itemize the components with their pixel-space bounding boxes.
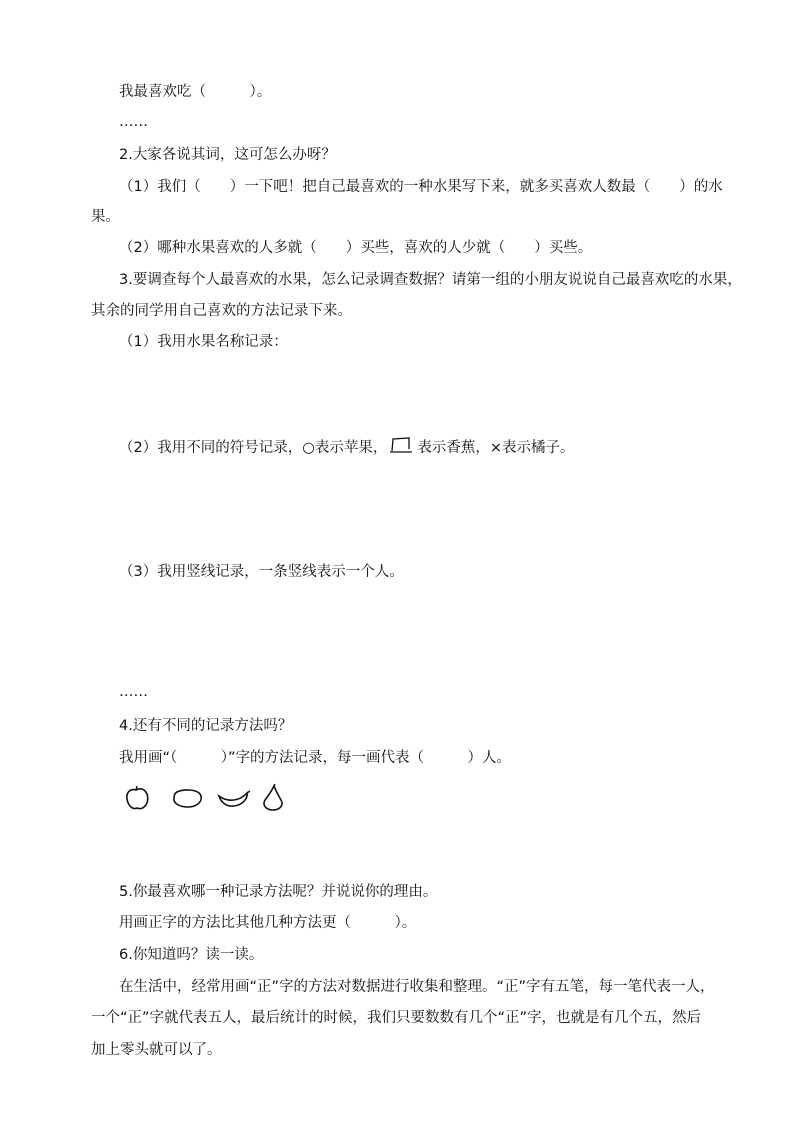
question-3-1: （1）我用水果名称记录： bbox=[119, 334, 288, 350]
question-3-2-text: （2）我用不同的符号记录， bbox=[119, 440, 303, 456]
question-2-2: （2）哪种水果喜欢的人多就（ ）买些，喜欢的人少就（ ）买些。 bbox=[119, 240, 593, 256]
banana-symbol-icon bbox=[389, 435, 413, 461]
fruit-icons-row bbox=[124, 783, 294, 813]
question-3-cont: 其余的同学用自己喜欢的方法记录下来。 bbox=[91, 303, 352, 319]
apple-icon bbox=[127, 786, 148, 809]
orange-icon bbox=[174, 790, 201, 807]
favorite-fruit-line: 我最喜欢吃（ ）。 bbox=[119, 84, 272, 100]
question-3-3: （3）我用竖线记录，一条竖线表示一个人。 bbox=[119, 564, 404, 580]
cross-symbol-text: ×表示橘子。 bbox=[489, 440, 575, 456]
banana-icon bbox=[219, 791, 250, 806]
banana-symbol-text: 表示香蕉， bbox=[417, 440, 490, 456]
reading-paragraph-line-2: 一个“正”字就代表五人，最后统计的时候，我们只要数数有几个“正”字，也就是有几个五，然后 bbox=[91, 1010, 702, 1026]
pear-icon bbox=[264, 784, 282, 810]
circle-symbol-text: ○表示苹果， bbox=[302, 440, 388, 456]
question-6: 6.你知道吗？读一读。 bbox=[119, 947, 264, 963]
question-2: 2.大家各说其词，这可怎么办呀？ bbox=[119, 147, 336, 163]
ellipsis: …… bbox=[119, 114, 148, 130]
question-3-2 bbox=[119, 435, 575, 461]
question-2-1: （1）我们（ ）一下吧！把自己最喜欢的一种水果写下来，就多买喜欢人数最（ ）的水 bbox=[119, 179, 723, 195]
ellipsis-2: …… bbox=[119, 684, 148, 700]
question-3: 3.要调查每个人最喜欢的水果，怎么记录调查数据？请第一组的小朋友说说自己最喜欢吃的水果， bbox=[119, 272, 742, 288]
question-2-1-cont: 果。 bbox=[91, 209, 120, 225]
question-4: 4.还有不同的记录方法吗？ bbox=[119, 718, 293, 734]
question-5: 5.你最喜欢哪一种记录方法呢？并说说你的理由。 bbox=[119, 884, 438, 900]
reading-paragraph-line-1: 在生活中，经常用画“正”字的方法对数据进行收集和整理。“正”字有五笔，每一笔代表一人， bbox=[119, 979, 715, 995]
question-4-1: 我用画“（ ）”字的方法记录，每一画代表（ ）人。 bbox=[119, 750, 512, 766]
reading-paragraph-line-3: 加上零头就可以了。 bbox=[91, 1042, 222, 1058]
question-5-1: 用画正字的方法比其他几种方法更（ ）。 bbox=[119, 915, 417, 931]
